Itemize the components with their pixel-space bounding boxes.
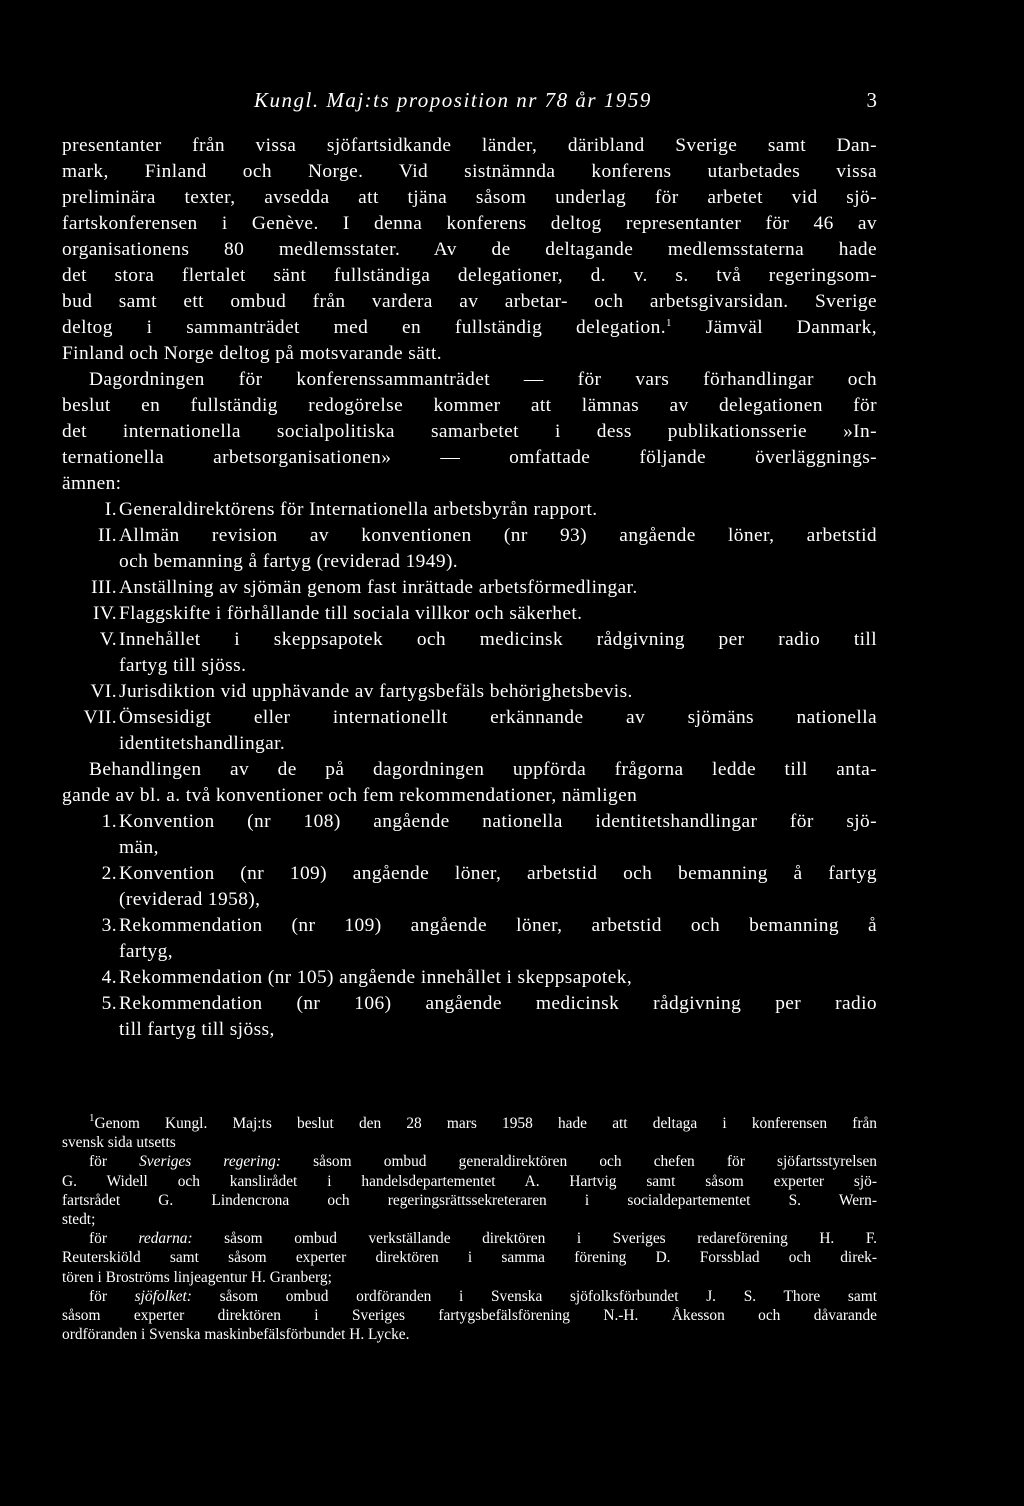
list-item	[62, 913, 877, 939]
list-text: fartyg,	[119, 941, 173, 962]
text-line: preliminära texter, avsedda att tjäna såsom underlag för arbetet vid sjö-	[62, 187, 877, 208]
text-line	[62, 315, 877, 341]
footnote-line: Reuterskiöld samt såsom experter direktören i samma förening D. Forssblad och direk-	[62, 1249, 877, 1267]
list-item	[62, 809, 877, 835]
list-item	[62, 679, 877, 705]
list-number: 1.	[101, 811, 117, 832]
list-item-continuation	[62, 549, 877, 575]
party-label: redarna:	[138, 1230, 193, 1248]
footnote-line	[62, 1287, 877, 1306]
list-item	[62, 991, 877, 1017]
list-text: Generaldirektörens för Internationella arbetsbyrån rapport.	[119, 499, 598, 520]
text-fragment: såsom ombud generaldirektören och chefen för sjöfartsstyrelsen	[280, 1153, 878, 1171]
text-line: Finland och Norge deltog på motsvarande sätt.	[62, 343, 443, 364]
list-text: Allmän revision av konventionen (nr 93) angående löner, arbetstid	[119, 525, 877, 546]
text-fragment: såsom ombud ordföranden i Svenska sjöfolksförbundet J. S. Thore samt	[191, 1287, 877, 1305]
text-line: fartskonferensen i Genève. I denna konferens deltog representanter för 46 av	[62, 213, 877, 234]
list-text: Rekommendation (nr 106) angående medicinsk rådgivning per radio	[119, 993, 877, 1014]
list-text: identitetshandlingar.	[119, 733, 286, 754]
list-number: VII.	[83, 707, 117, 728]
list-item	[62, 861, 877, 887]
list-text: Konvention (nr 108) angående nationella identitetshandlingar för sjö-	[119, 811, 877, 832]
text-line: det stora flertalet sänt fullständiga delegationer, d. v. s. två regeringsom-	[62, 265, 877, 286]
list-number: 2.	[101, 863, 117, 884]
footnote-line: G. Widell och kanslirådet i handelsdepartementet A. Hartvig samt såsom experter sjö-	[62, 1172, 877, 1190]
list-item-continuation	[62, 1017, 877, 1043]
list-number: 3.	[101, 915, 117, 936]
text-line: det internationella socialpolitiska samarbetet i dess publikationsserie »In-	[62, 421, 877, 442]
text-line: ämnen:	[62, 473, 122, 494]
list-item	[62, 523, 877, 549]
text-fragment: deltog i sammanträdet med en fullständig delegation.	[62, 317, 666, 338]
list-number: I.	[104, 499, 117, 520]
footnote-line: såsom experter direktören i Sveriges fartygsbefälsförening N.-H. Åkesson och dåvarande	[62, 1306, 877, 1324]
list-text: Rekommendation (nr 105) angående innehållet i skeppsapotek,	[119, 967, 633, 988]
text-line: organisationens 80 medlemsstater. Av de deltagande medlemsstaterna hade	[62, 239, 877, 260]
paragraph-1	[62, 133, 877, 367]
footnote-line	[62, 1229, 877, 1248]
text-line: beslut en fullständig redogörelse kommer att lämnas av delegationen för	[62, 395, 877, 416]
list-number: IV.	[92, 603, 117, 624]
list-item	[62, 497, 877, 523]
footnote-line: svensk sida utsetts	[62, 1134, 176, 1152]
list-item	[62, 627, 877, 653]
text-line: mark, Finland och Norge. Vid sistnämnda konferens utarbetades vissa	[62, 161, 877, 182]
footnote-block	[62, 1114, 877, 1344]
results-list	[62, 809, 877, 1043]
footnote-line: fartsrådet G. Lindencrona och regeringsrättssekreteraren i socialdepartementet S. Wern-	[62, 1191, 877, 1209]
text-fragment: Genom Kungl. Maj:ts beslut den 28 mars 1958 hade att deltaga i konferensen från	[94, 1115, 877, 1132]
list-number: 5.	[101, 993, 117, 1014]
list-text: (reviderad 1958),	[119, 889, 261, 910]
text-line: presentanter från vissa sjöfartsidkande länder, däribland Sverige samt Dan-	[62, 135, 877, 156]
list-text: och bemanning å fartyg (reviderad 1949).	[119, 551, 459, 572]
list-item-continuation	[62, 835, 877, 861]
list-item-continuation	[62, 731, 877, 757]
list-number: III.	[91, 577, 117, 598]
running-header	[62, 88, 877, 118]
list-item	[62, 575, 877, 601]
text-line: bud samt ett ombud från vardera av arbetar- och arbetsgivarsidan. Sverige	[62, 291, 877, 312]
list-text: Flaggskifte i förhållande till sociala villkor och säkerhet.	[119, 603, 583, 624]
text-fragment: för	[89, 1230, 139, 1248]
list-item	[62, 705, 877, 731]
list-text: Ömsesidigt eller internationellt erkännande av sjömäns nationella	[119, 707, 877, 728]
list-number: V.	[99, 629, 117, 650]
list-text: män,	[119, 837, 159, 858]
paragraph-3	[62, 757, 877, 809]
list-text: Jurisdiktion vid upphävande av fartygsbefäls behörighetsbevis.	[119, 681, 633, 702]
list-item	[62, 601, 877, 627]
list-item-continuation	[62, 653, 877, 679]
list-text: Rekommendation (nr 109) angående löner, arbetstid och bemanning å	[119, 915, 877, 936]
text-line: Dagordningen för konferenssammanträdet — för vars förhandlingar och	[89, 369, 877, 390]
text-line: ternationella arbetsorganisationen» — omfattade följande överläggnings-	[62, 447, 877, 468]
list-text: fartyg till sjöss.	[119, 655, 247, 676]
list-number: VI.	[90, 681, 117, 702]
list-number: II.	[98, 525, 117, 546]
list-number: 4.	[101, 967, 117, 988]
text-fragment: för	[89, 1287, 135, 1305]
footnote-line: tören i Broströms linjeagentur H. Granberg;	[62, 1268, 332, 1286]
party-label: sjöfolket:	[134, 1287, 192, 1305]
list-text: Innehållet i skeppsapotek och medicinsk rådgivning per radio till	[119, 629, 877, 650]
list-item	[62, 965, 877, 991]
agenda-list	[62, 497, 877, 757]
list-text: till fartyg till sjöss,	[119, 1019, 275, 1040]
text-fragment: Jämväl Danmark,	[671, 317, 877, 338]
footnote-line: stedt;	[62, 1210, 96, 1228]
footnote-marker: 1	[89, 1112, 95, 1124]
list-item-continuation	[62, 887, 877, 913]
footnote-line: ordföranden i Svenska maskinbefälsförbundet H. Lycke.	[62, 1326, 410, 1344]
running-title: Kungl. Maj:ts proposition nr 78 år 1959	[254, 88, 652, 112]
paragraph-2	[62, 367, 877, 497]
text-fragment: såsom ombud verkställande direktören i Sveriges redareförening H. F.	[192, 1230, 877, 1248]
footnote-line	[62, 1114, 877, 1133]
footnote-reference: 1	[665, 317, 672, 329]
text-line: gande av bl. a. två konventioner och fem rekommendationer, nämligen	[62, 785, 638, 806]
list-text: Konvention (nr 109) angående löner, arbetstid och bemanning å fartyg	[119, 863, 877, 884]
text-line: Behandlingen av de på dagordningen uppförda frågorna ledde till anta-	[89, 759, 877, 780]
body-text	[62, 133, 877, 1043]
page-number: 3	[866, 88, 877, 112]
list-text: Anställning av sjömän genom fast inrättade arbetsförmedlingar.	[119, 577, 638, 598]
footnote-line	[62, 1152, 877, 1171]
party-label: Sveriges regering:	[139, 1153, 281, 1171]
text-fragment: för	[89, 1153, 140, 1171]
list-item-continuation	[62, 939, 877, 965]
